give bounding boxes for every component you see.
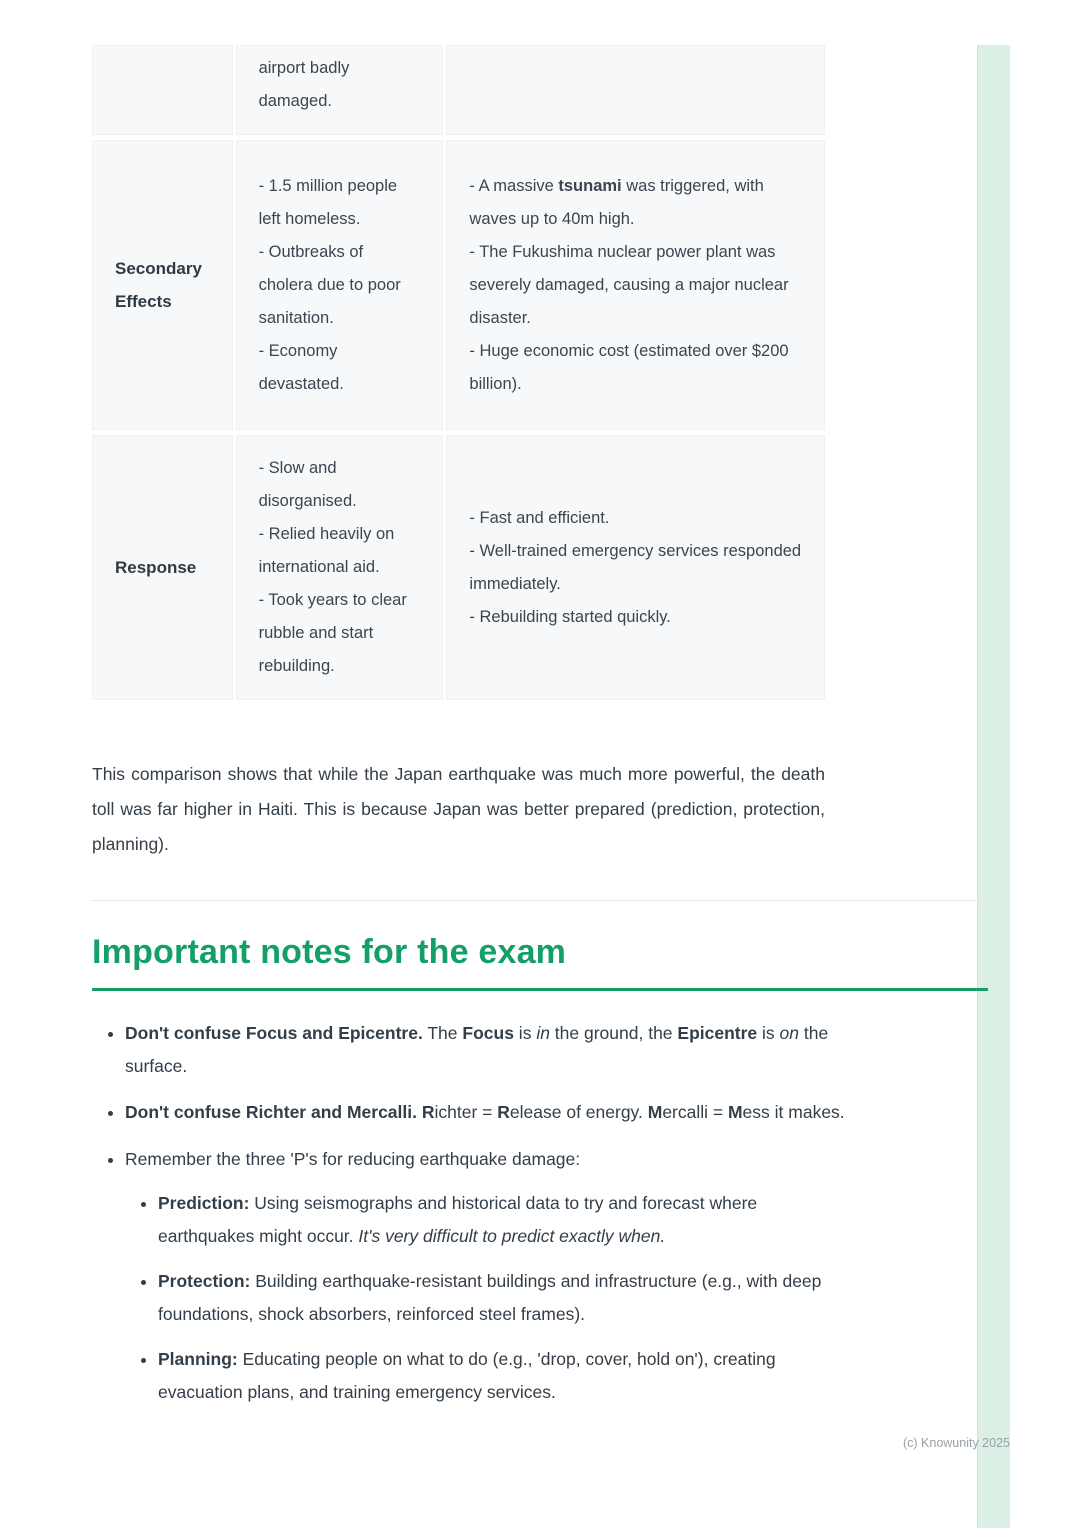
table-row-secondary-effects	[92, 140, 825, 430]
text-segment: is	[757, 1023, 780, 1043]
note-item-richter-mercalli	[125, 1096, 852, 1129]
text-segment: - Rebuilding started quickly.	[469, 607, 671, 626]
text-segment: airport badly damaged.	[258, 59, 350, 110]
text-segment: It's very difficult to predict exactly when.	[358, 1225, 666, 1246]
text-segment: Building earthquake-resistant buildings and infrastructure (e.g., with deep foundations, shock absorbers, reinforced steel frames).	[158, 1271, 822, 1324]
text-segment: was triggered, with waves up to 40m high.	[469, 176, 764, 228]
text-segment: - Fast and efficient.	[469, 508, 610, 527]
row-label-cell	[92, 45, 233, 135]
text-segment: - Well-trained emergency services responded immediately.	[469, 541, 802, 593]
text-segment: The	[422, 1023, 463, 1043]
cell-line	[259, 452, 421, 518]
note-text	[125, 1023, 828, 1076]
cell-line	[259, 236, 421, 335]
text-segment: - The Fukushima nuclear power plant was severely damaged, causing a major nuclear disaster.	[469, 242, 789, 327]
text-segment: - Outbreaks of cholera due to poor sanitation.	[258, 242, 401, 327]
note-text	[158, 1349, 776, 1402]
text-segment: the ground, the	[549, 1023, 678, 1043]
text-segment: - Economy devastated.	[258, 341, 344, 393]
cell-line	[469, 535, 802, 601]
note-item-three-ps	[125, 1143, 852, 1409]
text-segment: M	[647, 1102, 663, 1122]
note-text	[158, 1271, 821, 1324]
table-row-cutoff	[92, 45, 825, 135]
cell-line	[469, 601, 802, 634]
text-segment: - Took years to clear rubble and start rebuilding.	[258, 591, 407, 675]
text-segment: Protection:	[158, 1271, 251, 1291]
text-segment: Epicentre	[677, 1023, 758, 1043]
cell-line	[259, 584, 421, 683]
cell-line	[259, 170, 421, 236]
section-heading: Important notes for the exam	[92, 933, 567, 971]
section-divider	[92, 900, 988, 901]
text-segment: Planning:	[158, 1349, 238, 1369]
page-content	[92, 45, 988, 1422]
text-segment: the surface.	[125, 1023, 829, 1076]
text-segment: Focus	[462, 1023, 514, 1043]
japan-cell	[446, 45, 825, 135]
subnote-protection	[158, 1265, 852, 1330]
table-row-response	[92, 435, 825, 700]
note-text	[125, 1102, 845, 1122]
text-segment: Prediction:	[158, 1193, 250, 1213]
text-segment: is	[513, 1023, 537, 1043]
text-segment: Using seismographs and historical data to try and forecast where earthquakes might occur.	[158, 1193, 758, 1246]
text-segment: - 1.5 million people left homeless.	[258, 176, 398, 228]
text-segment: M	[727, 1102, 743, 1122]
subnote-prediction	[158, 1187, 852, 1252]
japan-cell	[446, 140, 825, 430]
cell-line	[259, 518, 421, 584]
text-segment: in	[536, 1023, 550, 1043]
text-segment: Don't confuse Focus and Epicentre.	[125, 1023, 423, 1043]
three-ps-sublist	[125, 1187, 852, 1408]
text-segment: - Relied heavily on international aid.	[258, 525, 395, 576]
text-segment: ess it makes.	[742, 1102, 845, 1122]
haiti-cell	[236, 45, 444, 135]
copyright-notice: (c) Knowunity 2025	[902, 1436, 1010, 1450]
text-segment: - Huge economic cost (estimated over $200 billion).	[469, 341, 789, 393]
japan-cell	[446, 435, 825, 700]
text-segment: ichter =	[434, 1102, 498, 1122]
text-segment: Don't confuse Richter and Mercalli.	[125, 1102, 417, 1122]
row-label-cell: Secondary Effects	[92, 140, 233, 430]
cell-line	[259, 335, 421, 401]
text-segment: elease of energy.	[509, 1102, 648, 1122]
text-segment: on	[779, 1023, 799, 1043]
text-segment: Educating people on what to do (e.g., 'drop, cover, hold on'), creating evacuation plans, and training emergency services.	[158, 1349, 776, 1402]
text-segment: - A massive	[469, 176, 559, 195]
exam-notes-list	[92, 1017, 852, 1408]
text-segment: tsunami	[558, 176, 622, 195]
haiti-cell	[236, 435, 444, 700]
cell-line	[469, 335, 802, 401]
cell-line	[469, 502, 802, 535]
row-label-cell: Response	[92, 435, 233, 700]
cell-line	[469, 236, 802, 335]
cell-line	[259, 52, 421, 118]
comparison-summary-paragraph: This comparison shows that while the Japan earthquake was much more powerful, the death toll was far higher in Haiti. This is because Japan was better prepared (prediction, protection, planning).	[92, 764, 825, 854]
note-text	[125, 1149, 580, 1169]
cell-line	[469, 170, 802, 236]
heading-underline	[92, 988, 988, 991]
note-item-focus-epicentre	[125, 1017, 852, 1082]
text-segment: R	[497, 1102, 510, 1122]
text-segment: R	[421, 1102, 435, 1122]
note-text	[158, 1193, 757, 1246]
subnote-planning	[158, 1343, 852, 1408]
earthquake-comparison-table	[89, 40, 828, 705]
text-segment: - Slow and disorganised.	[258, 459, 357, 510]
text-segment: Remember the three 'P's for reducing earthquake damage:	[125, 1148, 581, 1169]
haiti-cell	[236, 140, 444, 430]
text-segment: ercalli =	[662, 1102, 728, 1122]
